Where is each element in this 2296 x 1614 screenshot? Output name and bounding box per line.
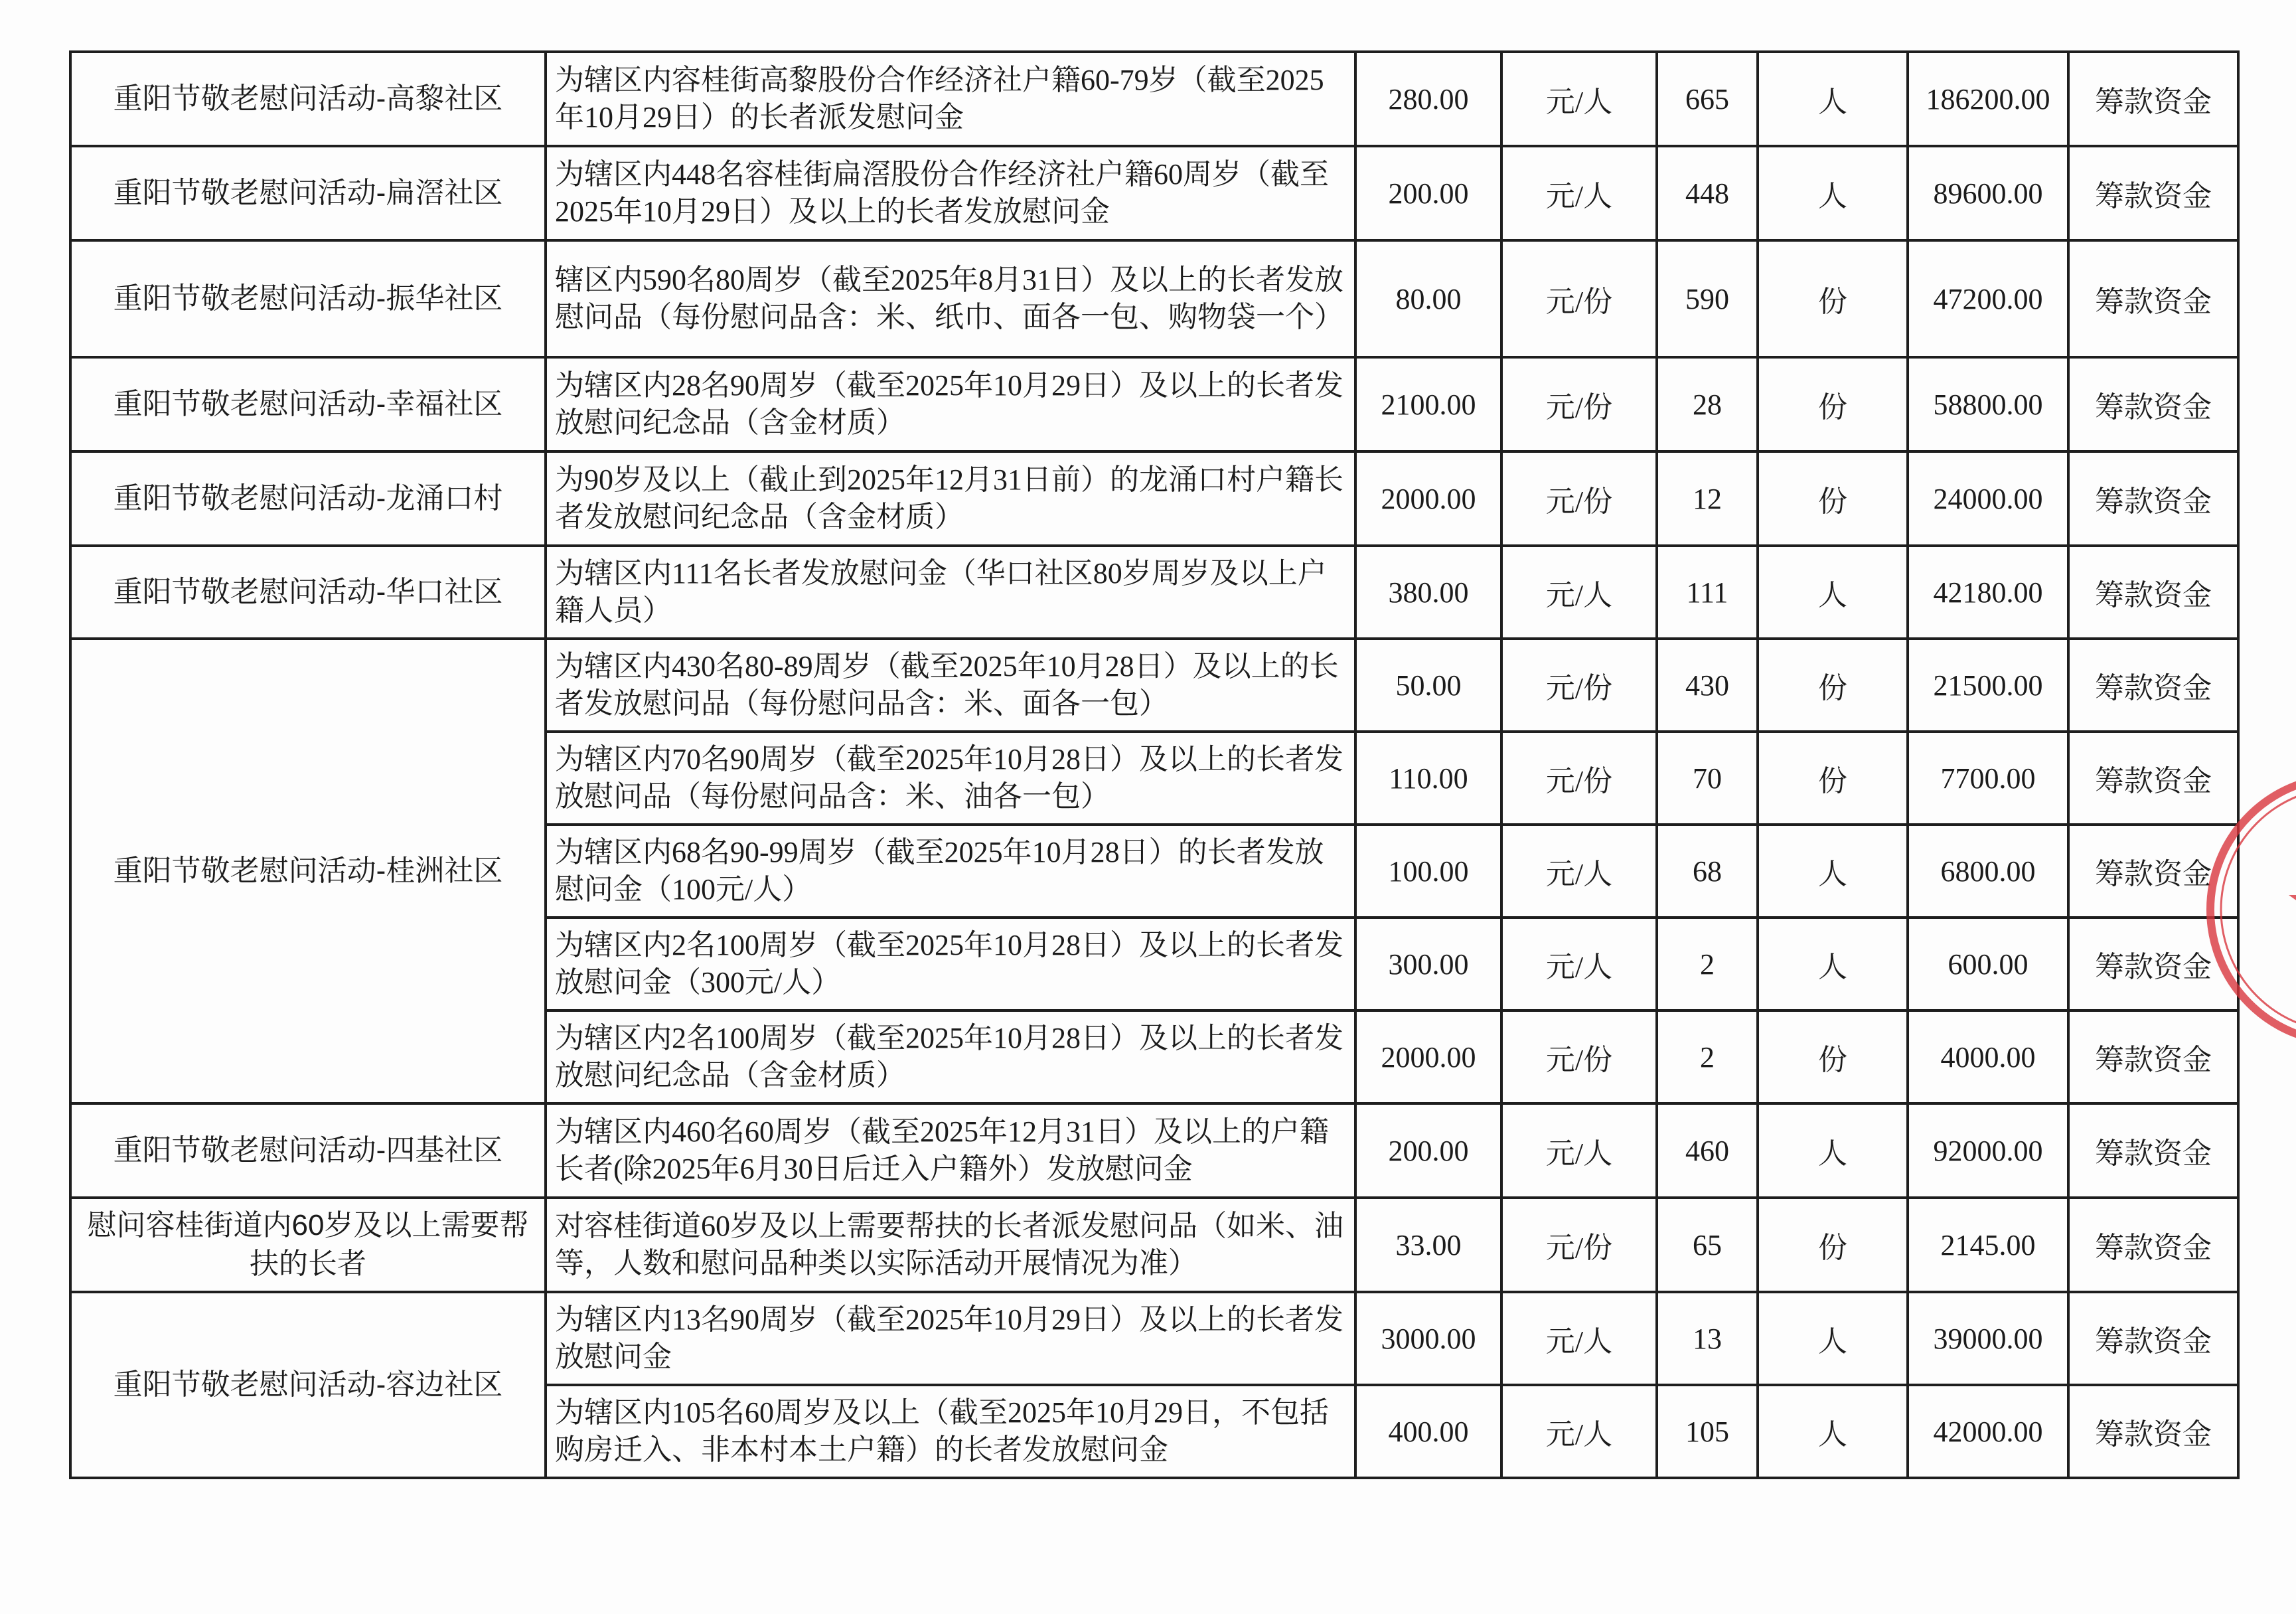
- unit-price-cell: 100.00: [1355, 825, 1501, 918]
- fund-source-cell: 筹款资金: [2068, 1385, 2238, 1478]
- activity-content-cell: 为辖区内460名60周岁（截至2025年12月31日）及以上的户籍长者(除2025年6月30日后迁入户籍外）发放慰问金: [546, 1103, 1355, 1198]
- unit-price-cell: 2100.00: [1355, 357, 1501, 451]
- total-amount-cell: 600.00: [1908, 918, 2068, 1010]
- quantity-unit-cell: 人: [1758, 52, 1908, 146]
- activity-content-cell: 为辖区内105名60周岁及以上（截至2025年10月29日，不包括购房迁入、非本村本土户籍）的长者发放慰问金: [546, 1385, 1355, 1478]
- quantity-cell: 430: [1657, 639, 1758, 732]
- project-name-cell: 重阳节敬老慰问活动-振华社区: [70, 240, 546, 357]
- quantity-unit-cell: 人: [1758, 146, 1908, 240]
- price-unit-cell: 元/份: [1501, 451, 1657, 546]
- fund-source-cell: 筹款资金: [2068, 1103, 2238, 1198]
- activity-content-cell: 对容桂街道60岁及以上需要帮扶的长者派发慰问品（如米、油等，人数和慰问品种类以实际活动开展情况为准）: [546, 1198, 1355, 1292]
- price-unit-cell: 元/份: [1501, 1198, 1657, 1292]
- table-row: [70, 1198, 2238, 1292]
- fund-source-cell: 筹款资金: [2068, 451, 2238, 546]
- total-amount-cell: 47200.00: [1908, 240, 2068, 357]
- fund-source-cell: 筹款资金: [2068, 52, 2238, 146]
- quantity-unit-cell: 份: [1758, 357, 1908, 451]
- fund-source-cell: 筹款资金: [2068, 1198, 2238, 1292]
- quantity-unit-cell: 份: [1758, 1198, 1908, 1292]
- unit-price-cell: 110.00: [1355, 732, 1501, 825]
- unit-price-cell: 2000.00: [1355, 1010, 1501, 1103]
- price-unit-cell: 元/份: [1501, 639, 1657, 732]
- total-amount-cell: 89600.00: [1908, 146, 2068, 240]
- table-row: [70, 451, 2238, 546]
- activity-content-cell: 为辖区内111名长者发放慰问金（华口社区80岁周岁及以上户籍人员）: [546, 546, 1355, 639]
- budget-table: [69, 50, 2240, 1479]
- unit-price-cell: 200.00: [1355, 1103, 1501, 1198]
- price-unit-cell: 元/份: [1501, 732, 1657, 825]
- quantity-unit-cell: 人: [1758, 825, 1908, 918]
- quantity-unit-cell: 份: [1758, 451, 1908, 546]
- price-unit-cell: 元/人: [1501, 1385, 1657, 1478]
- project-name-cell: 重阳节敬老慰问活动-幸福社区: [70, 357, 546, 451]
- quantity-unit-cell: 份: [1758, 732, 1908, 825]
- table-row: [70, 1292, 2238, 1385]
- price-unit-cell: 元/份: [1501, 240, 1657, 357]
- fund-source-cell: 筹款资金: [2068, 639, 2238, 732]
- table-row: [70, 52, 2238, 146]
- fund-source-cell: 筹款资金: [2068, 357, 2238, 451]
- price-unit-cell: 元/人: [1501, 52, 1657, 146]
- activity-content-cell: 为辖区内2名100周岁（截至2025年10月28日）及以上的长者发放慰问金（300元/人）: [546, 918, 1355, 1010]
- total-amount-cell: 92000.00: [1908, 1103, 2068, 1198]
- quantity-cell: 12: [1657, 451, 1758, 546]
- quantity-cell: 105: [1657, 1385, 1758, 1478]
- quantity-cell: 448: [1657, 146, 1758, 240]
- fund-source-cell: 筹款资金: [2068, 546, 2238, 639]
- fund-source-cell: 筹款资金: [2068, 1292, 2238, 1385]
- activity-content-cell: 为辖区内70名90周岁（截至2025年10月28日）及以上的长者发放慰问品（每份慰问品含：米、油各一包）: [546, 732, 1355, 825]
- table-row: [70, 240, 2238, 357]
- total-amount-cell: 4000.00: [1908, 1010, 2068, 1103]
- price-unit-cell: 元/人: [1501, 1103, 1657, 1198]
- quantity-unit-cell: 人: [1758, 546, 1908, 639]
- budget-table-body: [70, 52, 2238, 1478]
- fund-source-cell: 筹款资金: [2068, 240, 2238, 357]
- price-unit-cell: 元/人: [1501, 146, 1657, 240]
- unit-price-cell: 80.00: [1355, 240, 1501, 357]
- quantity-cell: 111: [1657, 546, 1758, 639]
- total-amount-cell: 7700.00: [1908, 732, 2068, 825]
- activity-content-cell: 为辖区内13名90周岁（截至2025年10月29日）及以上的长者发放慰问金: [546, 1292, 1355, 1385]
- activity-content-cell: 为辖区内430名80-89周岁（截至2025年10月28日）及以上的长者发放慰问品（每份慰问品含：米、面各一包）: [546, 639, 1355, 732]
- quantity-cell: 70: [1657, 732, 1758, 825]
- quantity-unit-cell: 人: [1758, 1292, 1908, 1385]
- fund-source-cell: 筹款资金: [2068, 918, 2238, 1010]
- project-name-cell: 重阳节敬老慰问活动-华口社区: [70, 546, 546, 639]
- total-amount-cell: 2145.00: [1908, 1198, 2068, 1292]
- quantity-unit-cell: 份: [1758, 240, 1908, 357]
- activity-content-cell: 为90岁及以上（截止到2025年12月31日前）的龙涌口村户籍长者发放慰问纪念品（含金材质）: [546, 451, 1355, 546]
- unit-price-cell: 200.00: [1355, 146, 1501, 240]
- quantity-cell: 460: [1657, 1103, 1758, 1198]
- activity-content-cell: 为辖区内2名100周岁（截至2025年10月28日）及以上的长者发放慰问纪念品（含金材质）: [546, 1010, 1355, 1103]
- project-name-cell: 重阳节敬老慰问活动-扁滘社区: [70, 146, 546, 240]
- project-name-cell: 重阳节敬老慰问活动-高黎社区: [70, 52, 546, 146]
- activity-content-cell: 辖区内590名80周岁（截至2025年8月31日）及以上的长者发放慰问品（每份慰问品含：米、纸巾、面各一包、购物袋一个）: [546, 240, 1355, 357]
- unit-price-cell: 50.00: [1355, 639, 1501, 732]
- fund-source-cell: 筹款资金: [2068, 146, 2238, 240]
- quantity-unit-cell: 人: [1758, 1385, 1908, 1478]
- project-name-cell: 慰问容桂街道内60岁及以上需要帮扶的长者: [70, 1198, 546, 1292]
- fund-source-cell: 筹款资金: [2068, 732, 2238, 825]
- unit-price-cell: 400.00: [1355, 1385, 1501, 1478]
- fund-source-cell: 筹款资金: [2068, 1010, 2238, 1103]
- unit-price-cell: 3000.00: [1355, 1292, 1501, 1385]
- activity-content-cell: 为辖区内448名容桂街扁滘股份合作经济社户籍60周岁（截至2025年10月29日）及以上的长者发放慰问金: [546, 146, 1355, 240]
- price-unit-cell: 元/人: [1501, 1292, 1657, 1385]
- total-amount-cell: 58800.00: [1908, 357, 2068, 451]
- total-amount-cell: 39000.00: [1908, 1292, 2068, 1385]
- activity-content-cell: 为辖区内28名90周岁（截至2025年10月29日）及以上的长者发放慰问纪念品（含金材质）: [546, 357, 1355, 451]
- project-name-cell: 重阳节敬老慰问活动-桂洲社区: [70, 639, 546, 1103]
- total-amount-cell: 42180.00: [1908, 546, 2068, 639]
- price-unit-cell: 元/份: [1501, 1010, 1657, 1103]
- price-unit-cell: 元/人: [1501, 918, 1657, 1010]
- quantity-unit-cell: 份: [1758, 1010, 1908, 1103]
- unit-price-cell: 2000.00: [1355, 451, 1501, 546]
- table-row: [70, 357, 2238, 451]
- table-row: [70, 1103, 2238, 1198]
- table-row: [70, 639, 2238, 732]
- quantity-cell: 28: [1657, 357, 1758, 451]
- total-amount-cell: 6800.00: [1908, 825, 2068, 918]
- quantity-unit-cell: 人: [1758, 1103, 1908, 1198]
- project-name-cell: 重阳节敬老慰问活动-龙涌口村: [70, 451, 546, 546]
- table-row: [70, 546, 2238, 639]
- fund-source-cell: 筹款资金: [2068, 825, 2238, 918]
- price-unit-cell: 元/份: [1501, 357, 1657, 451]
- quantity-cell: 65: [1657, 1198, 1758, 1292]
- total-amount-cell: 24000.00: [1908, 451, 2068, 546]
- quantity-cell: 2: [1657, 1010, 1758, 1103]
- price-unit-cell: 元/人: [1501, 825, 1657, 918]
- project-name-cell: 重阳节敬老慰问活动-四基社区: [70, 1103, 546, 1198]
- quantity-cell: 13: [1657, 1292, 1758, 1385]
- unit-price-cell: 300.00: [1355, 918, 1501, 1010]
- total-amount-cell: 21500.00: [1908, 639, 2068, 732]
- project-name-cell: 重阳节敬老慰问活动-容边社区: [70, 1292, 546, 1478]
- activity-content-cell: 为辖区内容桂街高黎股份合作经济社户籍60-79岁（截至2025年10月29日）的长者派发慰问金: [546, 52, 1355, 146]
- total-amount-cell: 186200.00: [1908, 52, 2068, 146]
- quantity-unit-cell: 人: [1758, 918, 1908, 1010]
- quantity-cell: 68: [1657, 825, 1758, 918]
- unit-price-cell: 280.00: [1355, 52, 1501, 146]
- quantity-cell: 665: [1657, 52, 1758, 146]
- table-row: [70, 146, 2238, 240]
- seal-star-icon: [2289, 856, 2296, 957]
- quantity-cell: 2: [1657, 918, 1758, 1010]
- quantity-unit-cell: 份: [1758, 639, 1908, 732]
- quantity-cell: 590: [1657, 240, 1758, 357]
- price-unit-cell: 元/人: [1501, 546, 1657, 639]
- activity-content-cell: 为辖区内68名90-99周岁（截至2025年10月28日）的长者发放慰问金（100元/人）: [546, 825, 1355, 918]
- unit-price-cell: 380.00: [1355, 546, 1501, 639]
- unit-price-cell: 33.00: [1355, 1198, 1501, 1292]
- total-amount-cell: 42000.00: [1908, 1385, 2068, 1478]
